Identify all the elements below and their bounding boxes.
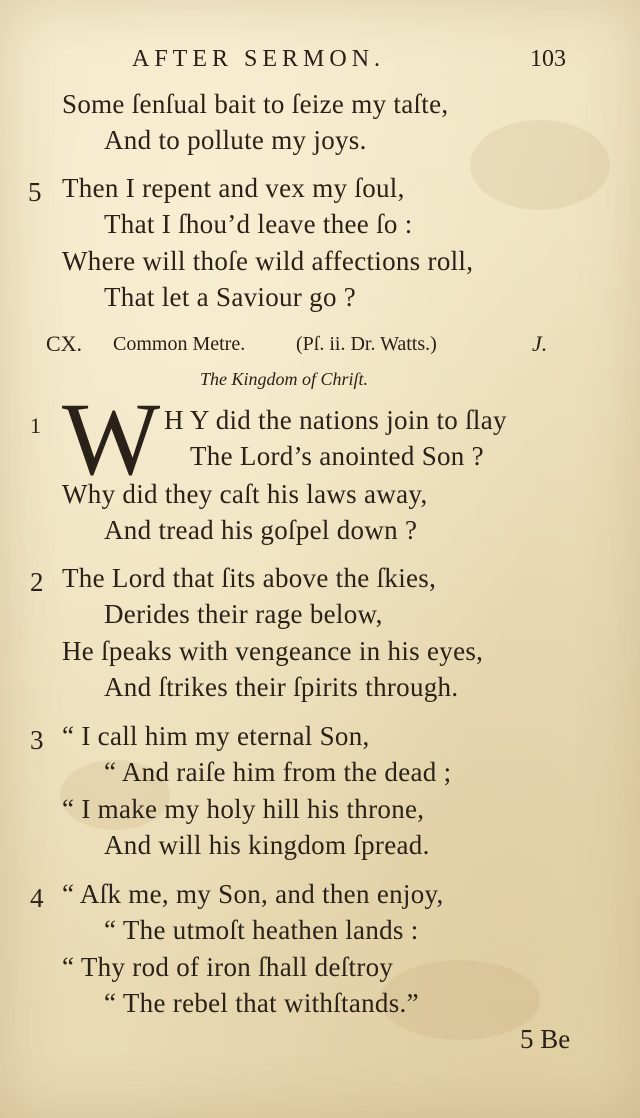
stanza-number: 1 bbox=[30, 413, 41, 438]
running-title: AFTER SERMON. bbox=[132, 46, 386, 72]
verse-line: That I ſhou’d leave thee ſo : bbox=[104, 209, 413, 239]
verse-line: Then I repent and vex my ſoul, bbox=[62, 173, 405, 203]
hymn-source: (Pſ. ii. Dr. Watts.) bbox=[296, 333, 437, 355]
verse-line: “ I make my holy hill his throne, bbox=[62, 794, 425, 824]
verse-line: That let a Saviour go ? bbox=[104, 282, 357, 312]
verse-line: Derides their rage below, bbox=[104, 599, 383, 629]
verse-line: H Y did the nations join to ſlay bbox=[164, 405, 507, 435]
verse-line: “ I call him my eternal Son, bbox=[62, 721, 370, 751]
hymn-metre: Common Metre. bbox=[113, 333, 246, 355]
verse-line: “ Thy rod of iron ſhall deſtroy bbox=[62, 952, 394, 982]
paper-stain bbox=[470, 120, 610, 210]
verse-line: The Lord’s anointed Son ? bbox=[190, 441, 484, 471]
verse-line: He ſpeaks with vengeance in his eyes, bbox=[62, 636, 484, 666]
verse-line: The Lord that ſits above the ſkies, bbox=[62, 563, 437, 593]
verse-line: “ The utmoſt heathen lands : bbox=[104, 915, 419, 945]
stanza-number: 2 bbox=[30, 567, 44, 597]
verse-line: Where will thoſe wild affections roll, bbox=[62, 246, 474, 276]
verse-line: Some ſenſual bait to ſeize my taſte, bbox=[62, 89, 449, 119]
verse-line: “ And raiſe him from the dead ; bbox=[104, 757, 452, 787]
stanza-number: 4 bbox=[30, 883, 44, 913]
hymn-numeral: CX. bbox=[46, 331, 83, 356]
page-number: 103 bbox=[530, 46, 566, 72]
verse-line: And will his kingdom ſpread. bbox=[104, 830, 430, 860]
verse-line: “ The rebel that withſtands.” bbox=[104, 988, 419, 1018]
stanza-number: 3 bbox=[30, 725, 44, 755]
hymn-letter: J. bbox=[532, 331, 548, 356]
verse-line: And ſtrikes their ſpirits through. bbox=[104, 672, 459, 702]
verse-line: And to pollute my joys. bbox=[104, 125, 367, 155]
drop-cap: W bbox=[62, 382, 159, 497]
hymn-title: The Kingdom of Chriſt. bbox=[200, 369, 369, 389]
verse-line: And tread his goſpel down ? bbox=[104, 515, 418, 545]
catchword: 5 Be bbox=[520, 1024, 571, 1054]
stanza-number: 5 bbox=[28, 177, 42, 207]
verse-line: Why did they caſt his laws away, bbox=[62, 479, 428, 509]
verse-line: “ Aſk me, my Son, and then enjoy, bbox=[62, 879, 444, 909]
